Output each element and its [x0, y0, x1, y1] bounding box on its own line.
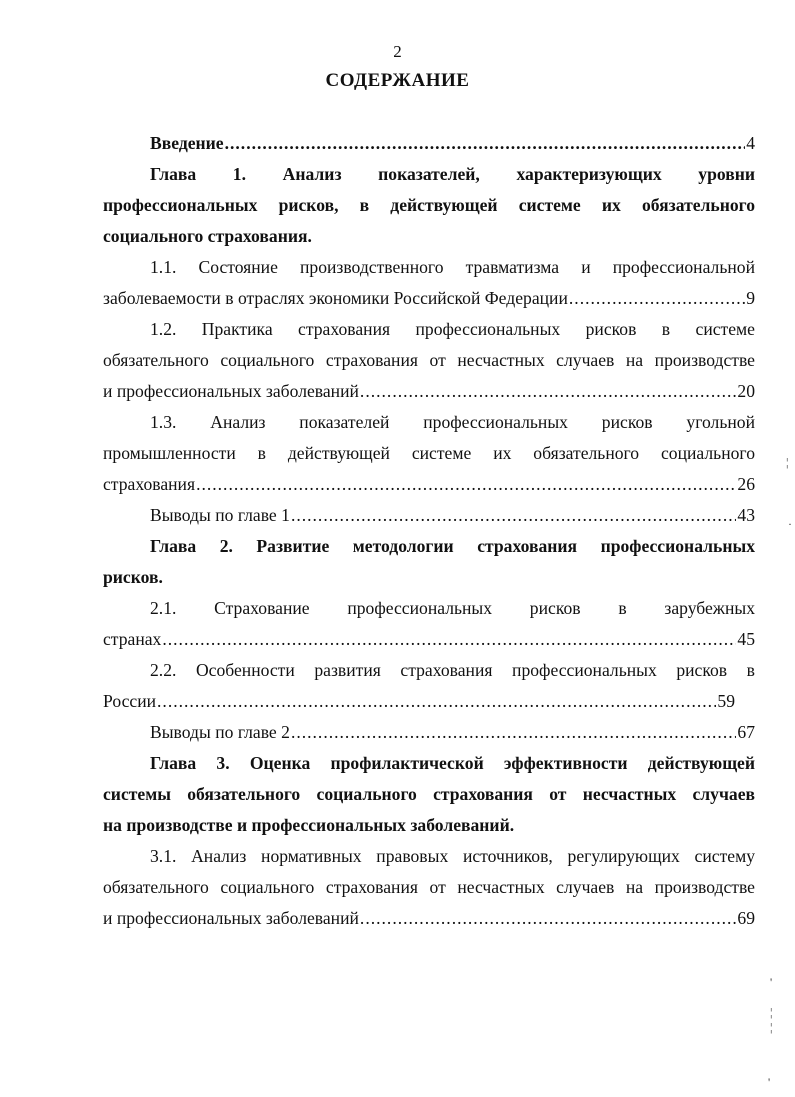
- dot-leader: [291, 500, 736, 531]
- toc-line: заболеваемости в отраслях экономики Российской Федерации: [103, 288, 568, 308]
- dot-leader: [162, 624, 736, 655]
- toc-line: обязательного социального страхования от несчастных случаев на производстве: [103, 350, 755, 370]
- toc-line: на производстве и профессиональных заболеваний.: [103, 815, 515, 835]
- toc-line: рисков.: [103, 567, 163, 587]
- toc-page-number: 69: [737, 908, 755, 928]
- toc-line: и профессиональных заболеваний: [103, 381, 359, 401]
- toc-chapter-3[interactable]: [103, 748, 755, 841]
- scan-mark: ¦: [786, 455, 789, 469]
- toc-entry-label: Выводы по главе 1: [150, 505, 290, 525]
- toc-entry-intro[interactable]: [103, 128, 755, 159]
- toc-conclusions-1[interactable]: [103, 500, 755, 531]
- toc-section-2-1[interactable]: [103, 593, 755, 655]
- toc-line: страхования: [103, 474, 196, 494]
- dot-leader: [360, 903, 736, 934]
- toc-entry-label: Введение: [150, 133, 224, 153]
- toc-line: 3.1. Анализ нормативных правовых источников, регулирующих систему: [150, 846, 755, 866]
- toc-line: Глава 2. Развитие методологии страхования профессиональных: [150, 536, 755, 556]
- toc-line: профессиональных рисков, в действующей системе их обязательного: [103, 195, 755, 215]
- toc-line: 1.2. Практика страхования профессиональных рисков в системе: [150, 319, 755, 339]
- dot-leader: [225, 128, 746, 159]
- toc-line: 1.1. Состояние производственного травматизма и профессиональной: [150, 257, 755, 277]
- toc-page-number: 26: [737, 474, 755, 494]
- toc-page-number: 45: [737, 629, 755, 649]
- toc-line: и профессиональных заболеваний: [103, 908, 359, 928]
- toc-line: Глава 3. Оценка профилактической эффективности действующей: [150, 753, 755, 773]
- toc-section-1-3[interactable]: [103, 407, 755, 500]
- toc-page-number: 67: [737, 722, 755, 742]
- toc-entry-label: Выводы по главе 2: [150, 722, 290, 742]
- toc-line: 2.2. Особенности развития страхования профессиональных рисков в: [150, 660, 755, 680]
- toc-chapter-1[interactable]: [103, 159, 755, 252]
- toc-page-number: 20: [737, 381, 755, 401]
- dot-leader: [157, 686, 716, 717]
- toc-leader-line: [103, 686, 755, 717]
- toc-leader-line: [103, 283, 755, 314]
- scan-mark: ·: [788, 517, 792, 531]
- toc-chapter-2[interactable]: [103, 531, 755, 593]
- page-number: 2: [393, 42, 402, 61]
- dot-leader: [291, 717, 736, 748]
- toc-line: системы обязательного социального страхования от несчастных случаев: [103, 784, 755, 804]
- toc-page-number: 4: [746, 133, 755, 153]
- scan-mark: ': [768, 1075, 771, 1089]
- scan-mark: ¦: [770, 1020, 773, 1034]
- toc-section-1-1[interactable]: [103, 252, 755, 314]
- table-of-contents: [103, 128, 755, 934]
- scan-mark: ': [770, 975, 773, 989]
- toc-line: социального страхования.: [103, 226, 312, 246]
- dot-leader: [196, 469, 736, 500]
- toc-page-number: 59: [717, 691, 735, 711]
- toc-line: 1.3. Анализ показателей профессиональных рисков угольной: [150, 412, 755, 432]
- toc-section-1-2[interactable]: [103, 314, 755, 407]
- toc-leader-line: [103, 624, 755, 655]
- toc-section-3-1[interactable]: [103, 841, 755, 934]
- toc-leader-line: [103, 376, 755, 407]
- toc-line: 2.1. Страхование профессиональных рисков в зарубежных: [150, 598, 755, 618]
- toc-line: Глава 1. Анализ показателей, характеризующих уровни: [150, 164, 755, 184]
- page-title: СОДЕРЖАНИЕ: [325, 70, 470, 91]
- toc-page-number: 43: [737, 505, 755, 525]
- scan-mark: ¦: [770, 1005, 773, 1019]
- toc-leader-line: [103, 469, 755, 500]
- toc-leader-line: [103, 903, 755, 934]
- toc-line: обязательного социального страхования от несчастных случаев на производстве: [103, 877, 755, 897]
- toc-section-2-2[interactable]: [103, 655, 755, 717]
- toc-conclusions-2[interactable]: [103, 717, 755, 748]
- toc-line: России: [103, 691, 157, 711]
- dot-leader: [360, 376, 736, 407]
- toc-page-number: 9: [746, 288, 755, 308]
- toc-line: промышленности в действующей системе их обязательного социального: [103, 443, 755, 463]
- dot-leader: [569, 283, 745, 314]
- toc-line: странах: [103, 629, 162, 649]
